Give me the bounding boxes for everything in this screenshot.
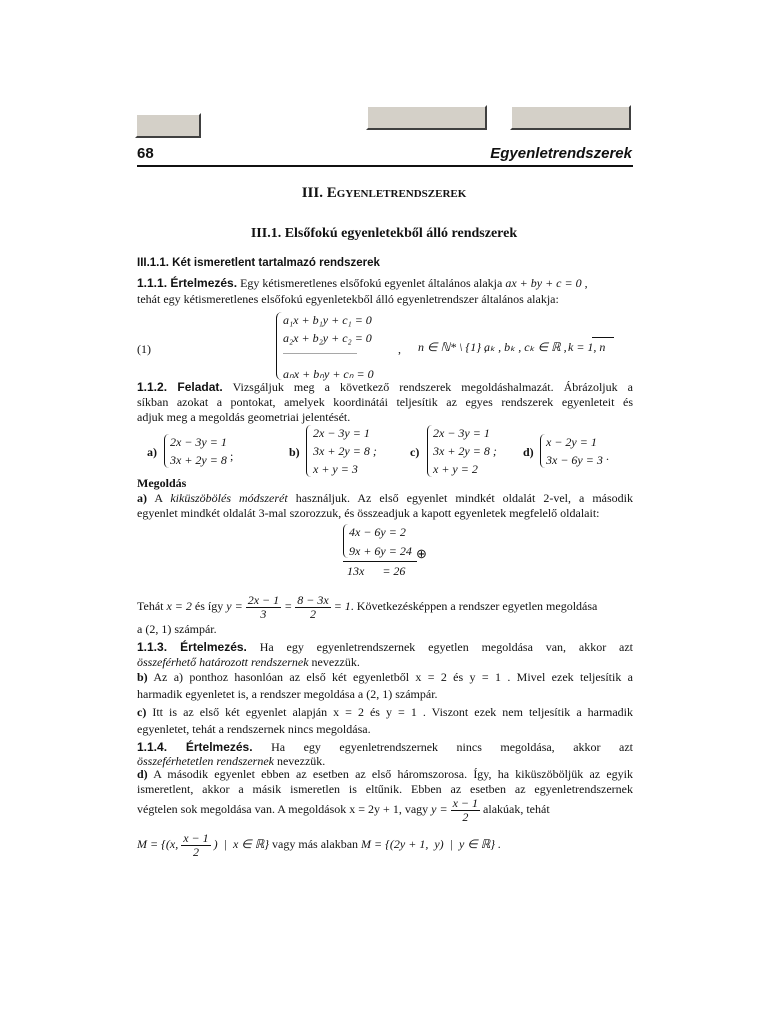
def-114-line2 — [137, 754, 633, 768]
system-c-row1: 2x − 3y = 1 — [433, 426, 490, 440]
chapter-title-main: III. E — [301, 185, 337, 201]
running-title: Egyenletrendszerek — [490, 145, 632, 162]
overline-k-range — [592, 337, 614, 338]
system-row-dots: ..................................... — [283, 347, 357, 356]
toolbar-button-left[interactable] — [135, 113, 201, 138]
set-line — [137, 830, 633, 860]
tehat-line — [137, 593, 633, 621]
toolbar-button-right[interactable] — [510, 105, 631, 130]
task-112-label: 1.1.2. Feladat. — [137, 380, 223, 394]
d-frac-den: 2 — [462, 809, 469, 824]
system-brace — [276, 312, 282, 380]
elim-sum: 13x = 26 — [347, 564, 406, 578]
def-114-text1: Ha egy egyenletrendszernek nincs megoldása, akkor azt — [252, 740, 634, 754]
toolbar-button-middle[interactable] — [366, 105, 487, 130]
set1-frac-num: x − 1 — [183, 830, 209, 845]
system-a-end: ; — [230, 449, 234, 463]
d-line3-post: alakúak, tehát — [483, 802, 550, 816]
tehat-pre: Tehát — [137, 599, 167, 613]
def-114-line1 — [137, 740, 633, 754]
system-row-2: a₂x + b₂y + c₂ = 0 — [283, 331, 372, 345]
pair-line — [137, 622, 633, 636]
tehat-frac2-den: 2 — [309, 606, 316, 621]
task-112-line2: síkban azokat a pontokat, amelyek koordinátái teljesítik az egyes rendszerek egyenleteit és — [137, 395, 633, 409]
elim-row2: 9x + 6y = 24 — [349, 544, 412, 558]
c-line2: egyenletet, tehát a rendszernek nincs megoldása. — [137, 722, 371, 736]
set1-frac — [181, 832, 210, 859]
tehat-x: x = 2 — [166, 599, 192, 613]
def-113-text1: Ha egy egyenletrendszernek egyetlen megoldása van, akkor azt — [246, 640, 634, 654]
c-text1: Itt is az első két egyenlet alapján x = 2 és y = 1 . Viszont ezek nem teljesítik a harmadik — [146, 705, 633, 719]
system-c-row2: 3x + 2y = 8 ; — [433, 444, 497, 458]
b-line2: harmadik egyenletet is, a rendszer megoldása a (2, 1) számpár. — [137, 687, 438, 701]
def-113-line1 — [137, 640, 633, 654]
b-label: b) — [137, 670, 148, 684]
d-line3-y: y = — [431, 802, 448, 816]
d-label: d) — [137, 767, 148, 781]
set1-frac-den: 2 — [192, 844, 199, 859]
tehat-frac2-num: 8 − 3x — [297, 592, 329, 607]
set1-post: ) | x ∈ ℝ} — [213, 837, 270, 851]
header-rule — [137, 165, 633, 167]
task-112-line3: adjuk meg a megoldás geometriai jelentését. — [137, 410, 351, 424]
system-row-n: aₙx + bₙy + cₙ = 0 — [283, 367, 374, 381]
c-line1 — [137, 705, 633, 719]
def-113-term: összeférhető határozott rendszernek — [137, 655, 309, 669]
system-b-brace — [306, 425, 311, 477]
system-c-label: c) — [410, 445, 420, 459]
pair-pre: a — [137, 622, 146, 636]
system-number: (1) — [137, 342, 151, 356]
elim-row1: 4x − 6y = 2 — [349, 525, 406, 539]
system-b-row3: x + y = 3 — [313, 462, 358, 476]
tehat-val: = 1 — [333, 599, 351, 613]
chapter-title — [0, 185, 768, 202]
tehat-eq: = — [284, 599, 293, 613]
system-comma: , — [398, 342, 401, 356]
d-frac-num: x − 1 — [452, 795, 479, 810]
def-114-label: 1.1.4. Értelmezés. — [137, 740, 253, 754]
d-line3-pre: végtelen sok megoldása van. A megoldások x = 2y + 1, vagy — [137, 802, 432, 816]
def-111-line1 — [137, 276, 633, 290]
system-b-row1: 2x − 3y = 1 — [313, 426, 370, 440]
system-cond-k: k = 1, n — [568, 340, 606, 354]
system-c-brace — [427, 425, 432, 477]
def-111-text: Egy kétismeretlenes elsőfokú egyenlet általános alakja — [237, 276, 506, 290]
pair-post: számpár. — [171, 622, 217, 636]
elim-op: ⊕ — [416, 546, 427, 561]
system-a-row1: 2x − 3y = 1 — [170, 435, 227, 449]
d-text1: A második egyenlet ebben az esetben az első háromszorosa. Így, ha kiküszöböljük az egyik — [147, 767, 633, 781]
system-cond-coeffs: aₖ , bₖ , cₖ ∈ ℝ , — [484, 340, 567, 354]
solution-heading: Megoldás — [137, 476, 187, 490]
tehat-post: . Következésképpen a rendszer egyetlen megoldása — [350, 599, 598, 613]
solution-a-method: kiküszöbölés módszerét — [170, 491, 288, 505]
chapter-title-smallcaps: GYENLETRENDSZEREK — [336, 188, 467, 200]
tehat-frac1-den: 3 — [260, 606, 267, 621]
system-d-label: d) — [523, 445, 534, 459]
c-label: c) — [137, 705, 147, 719]
set1-pre: M = {(x, — [137, 837, 182, 851]
def-113-line2 — [137, 655, 633, 669]
system-a-brace — [164, 434, 169, 468]
set2: M = {(2y + 1, y) | y ∈ ℝ} . — [361, 837, 502, 851]
b-text1: Az a) ponthoz hasonlóan az első két egyenletből x = 2 és y = 1 . Mivel ezek teljesítik a — [147, 670, 633, 684]
solution-a-label: a) — [137, 491, 147, 505]
d-frac — [451, 797, 480, 824]
task-112-line1 — [137, 380, 633, 394]
elim-brace — [343, 524, 348, 558]
def-114-post: nevezzük. — [273, 754, 326, 768]
system-row-1: a₁x + b₁y + c₁ = 0 — [283, 313, 372, 327]
page-number: 68 — [137, 145, 154, 162]
system-cond-n: n ∈ ℕ* \ {1} , — [418, 340, 487, 354]
def-113-post: nevezzük. — [308, 655, 360, 669]
tehat-frac1 — [246, 594, 281, 621]
system-d-brace — [540, 434, 545, 468]
solution-a-pre: A — [147, 491, 171, 505]
d-line1 — [137, 767, 633, 781]
def-111-formula: ax + by + c = 0 — [505, 276, 582, 290]
system-a-label: a) — [147, 445, 157, 459]
tehat-y: y = — [226, 599, 243, 613]
def-111-line2: tehát egy kétismeretlenes elsőfokú egyenletekből álló egyenletrendszer általános alakja: — [137, 292, 559, 306]
system-b-row2: 3x + 2y = 8 ; — [313, 444, 377, 458]
system-a-row2: 3x + 2y = 8 — [170, 453, 227, 467]
solution-a-line2: egyenlet mindkét oldalát 3-mal szorozzuk, és összeadjuk a kapott egyenletek megfelelő oldalait: — [137, 506, 600, 520]
system-d-end: . — [606, 449, 609, 463]
d-line2: ismeretlent, akkor a másik ismeretlen is eltűnik. Ebben az esetben az egyenletrendszernek — [137, 782, 633, 796]
solution-a-post: használjuk. Az első egyenlet mindkét oldalát 2-vel, a második — [287, 491, 633, 505]
task-112-text1: Vizsgáljuk meg a következő rendszerek megoldáshalmazát. Ábrázoljuk a — [222, 380, 633, 394]
pair-value: (2, 1) — [145, 622, 172, 636]
def-111-end: , — [581, 276, 588, 290]
section-title: III.1. Elsőfokú egyenletekből álló rendszerek — [250, 226, 518, 241]
system-d-row1: x − 2y = 1 — [546, 435, 597, 449]
def-111-label: 1.1.1. Értelmezés. — [137, 276, 238, 290]
tehat-frac2 — [295, 594, 330, 621]
subsection-title: III.1.1. Két ismeretlent tartalmazó rendszerek — [137, 257, 380, 269]
system-b-label: b) — [289, 445, 300, 459]
system-d-row2: 3x − 6y = 3 — [546, 453, 603, 467]
tehat-frac1-num: 2x − 1 — [247, 592, 280, 607]
b-line1 — [137, 670, 633, 684]
set-mid: vagy más alakban — [269, 837, 362, 851]
elim-rule — [343, 561, 417, 562]
d-line3 — [137, 796, 633, 824]
def-113-label: 1.1.3. Értelmezés. — [137, 640, 247, 654]
tehat-mid: és így — [191, 599, 227, 613]
def-114-term: összeférhetetlen rendszernek — [137, 754, 274, 768]
system-c-row3: x + y = 2 — [433, 462, 478, 476]
solution-a-line1 — [137, 491, 633, 505]
